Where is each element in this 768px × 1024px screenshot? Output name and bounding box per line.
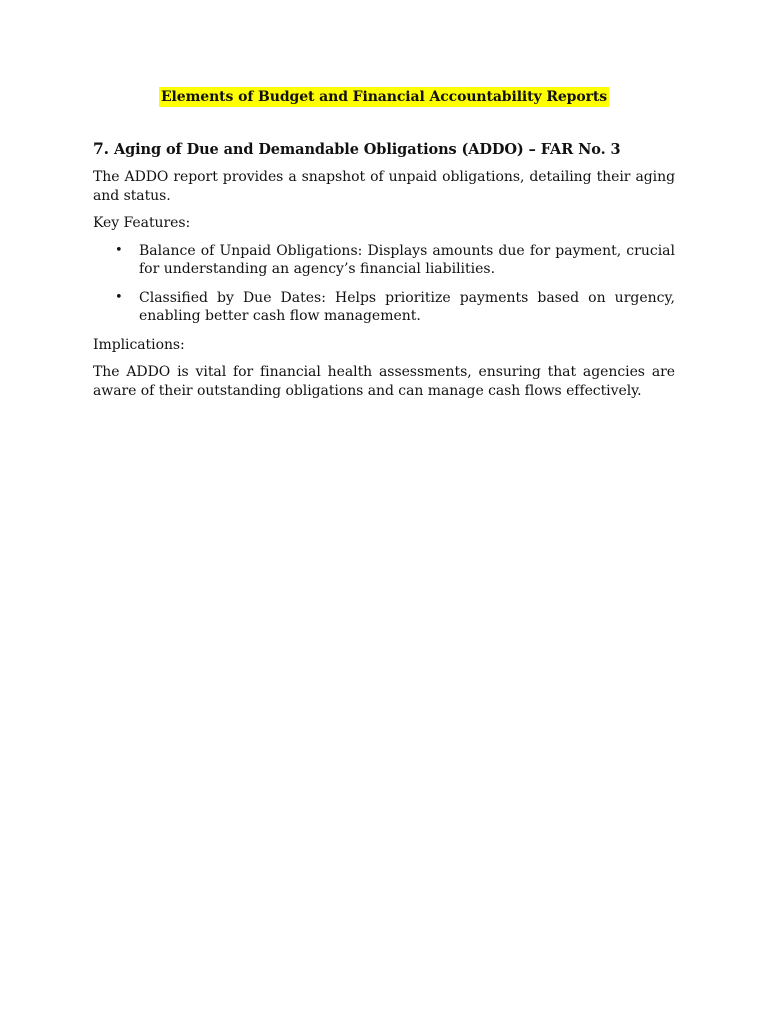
document-content: [93, 86, 675, 409]
intro-paragraph: The ADDO report provides a snapshot of unpaid obligations, detailing their aging and status.: [93, 169, 675, 204]
key-features-label: Key Features:: [93, 215, 191, 231]
bullet-icon: •: [115, 289, 123, 305]
implications-label: Implications:: [93, 336, 185, 353]
section-heading-text: Aging of Due and Demandable Obligations (ADDO) – FAR No. 3: [113, 141, 621, 158]
features-list: [93, 242, 675, 326]
document-title: Elements of Budget and Financial Accountability Reports: [160, 89, 608, 105]
implications-paragraph: The ADDO is vital for financial health assessments, ensuring that agencies are aware of their outstanding obligations and can manage cash flows effectively.: [93, 364, 675, 399]
bullet-icon: •: [115, 242, 123, 258]
section-heading: [93, 139, 675, 160]
feature-text: Balance of Unpaid Obligations: Displays amounts due for payment, crucial for understanding an agency’s financial liabilities.: [139, 242, 675, 277]
document-title-wrapper: [93, 86, 675, 107]
section-number: 7.: [93, 139, 109, 158]
list-item: [93, 242, 675, 279]
list-item: [93, 289, 675, 326]
feature-text: Classified by Due Dates: Helps prioritize payments based on urgency, enabling better cash flow management.: [139, 289, 675, 324]
